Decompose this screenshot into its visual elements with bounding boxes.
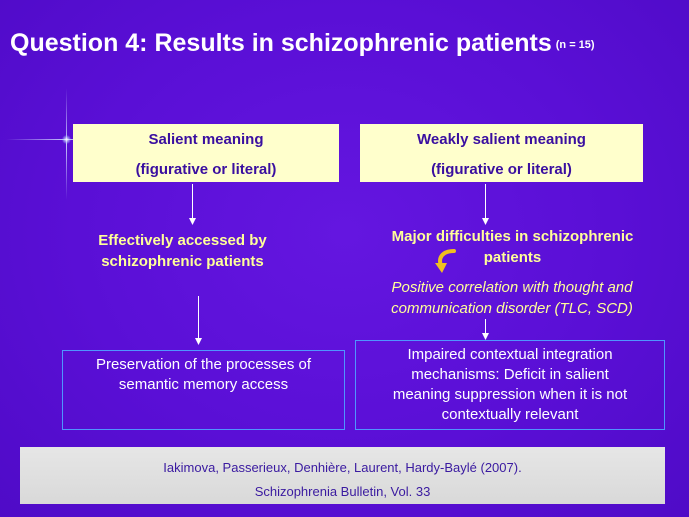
title-sample-size: (n = 15)	[555, 39, 595, 51]
salient-meaning-box	[73, 124, 339, 182]
weakly-salient-sublabel: (figurative or literal)	[431, 161, 572, 178]
impaired-line2: mechanisms: Deficit in salient	[411, 366, 609, 383]
impaired-line3: meaning suppression when it is not	[392, 386, 628, 403]
impaired-integration-box	[355, 340, 665, 430]
weakly-salient-label: Weakly salient meaning	[417, 131, 586, 148]
slide-title	[10, 29, 595, 58]
preservation-line1: Preservation of the processes of	[95, 356, 312, 373]
impaired-line4: contextually relevant	[441, 406, 579, 423]
salient-meaning-label: Salient meaning	[148, 131, 264, 148]
curved-arrow-icon	[434, 248, 460, 276]
lens-flare-vertical	[66, 88, 67, 200]
citation-box	[20, 447, 665, 504]
weakly-salient-meaning-box	[360, 124, 643, 182]
lens-flare-center	[62, 135, 71, 144]
down-arrow-icon	[481, 184, 490, 226]
down-arrow-icon	[481, 319, 490, 341]
preservation-box	[62, 350, 345, 430]
major-difficulties-text: Major difficulties in schizophrenic patients	[391, 228, 634, 266]
down-arrow-icon	[194, 296, 203, 346]
positive-correlation-text: Positive correlation with thought and communication disorder (TLC, SCD)	[391, 279, 633, 317]
preservation-line2: semantic memory access	[118, 376, 289, 393]
title-main: Question 4: Results in schizophrenic patients	[10, 29, 552, 57]
salient-meaning-sublabel: (figurative or literal)	[135, 161, 277, 178]
down-arrow-icon	[188, 184, 197, 226]
citation-journal: Schizophrenia Bulletin, Vol. 33	[254, 484, 431, 499]
effectively-accessed-text: Effectively accessed by schizophrenic patients	[98, 232, 267, 270]
impaired-line1: Impaired contextual integration	[407, 346, 613, 363]
citation-authors: Iakimova, Passerieux, Denhière, Laurent, Hardy-Baylé (2007).	[163, 460, 522, 475]
